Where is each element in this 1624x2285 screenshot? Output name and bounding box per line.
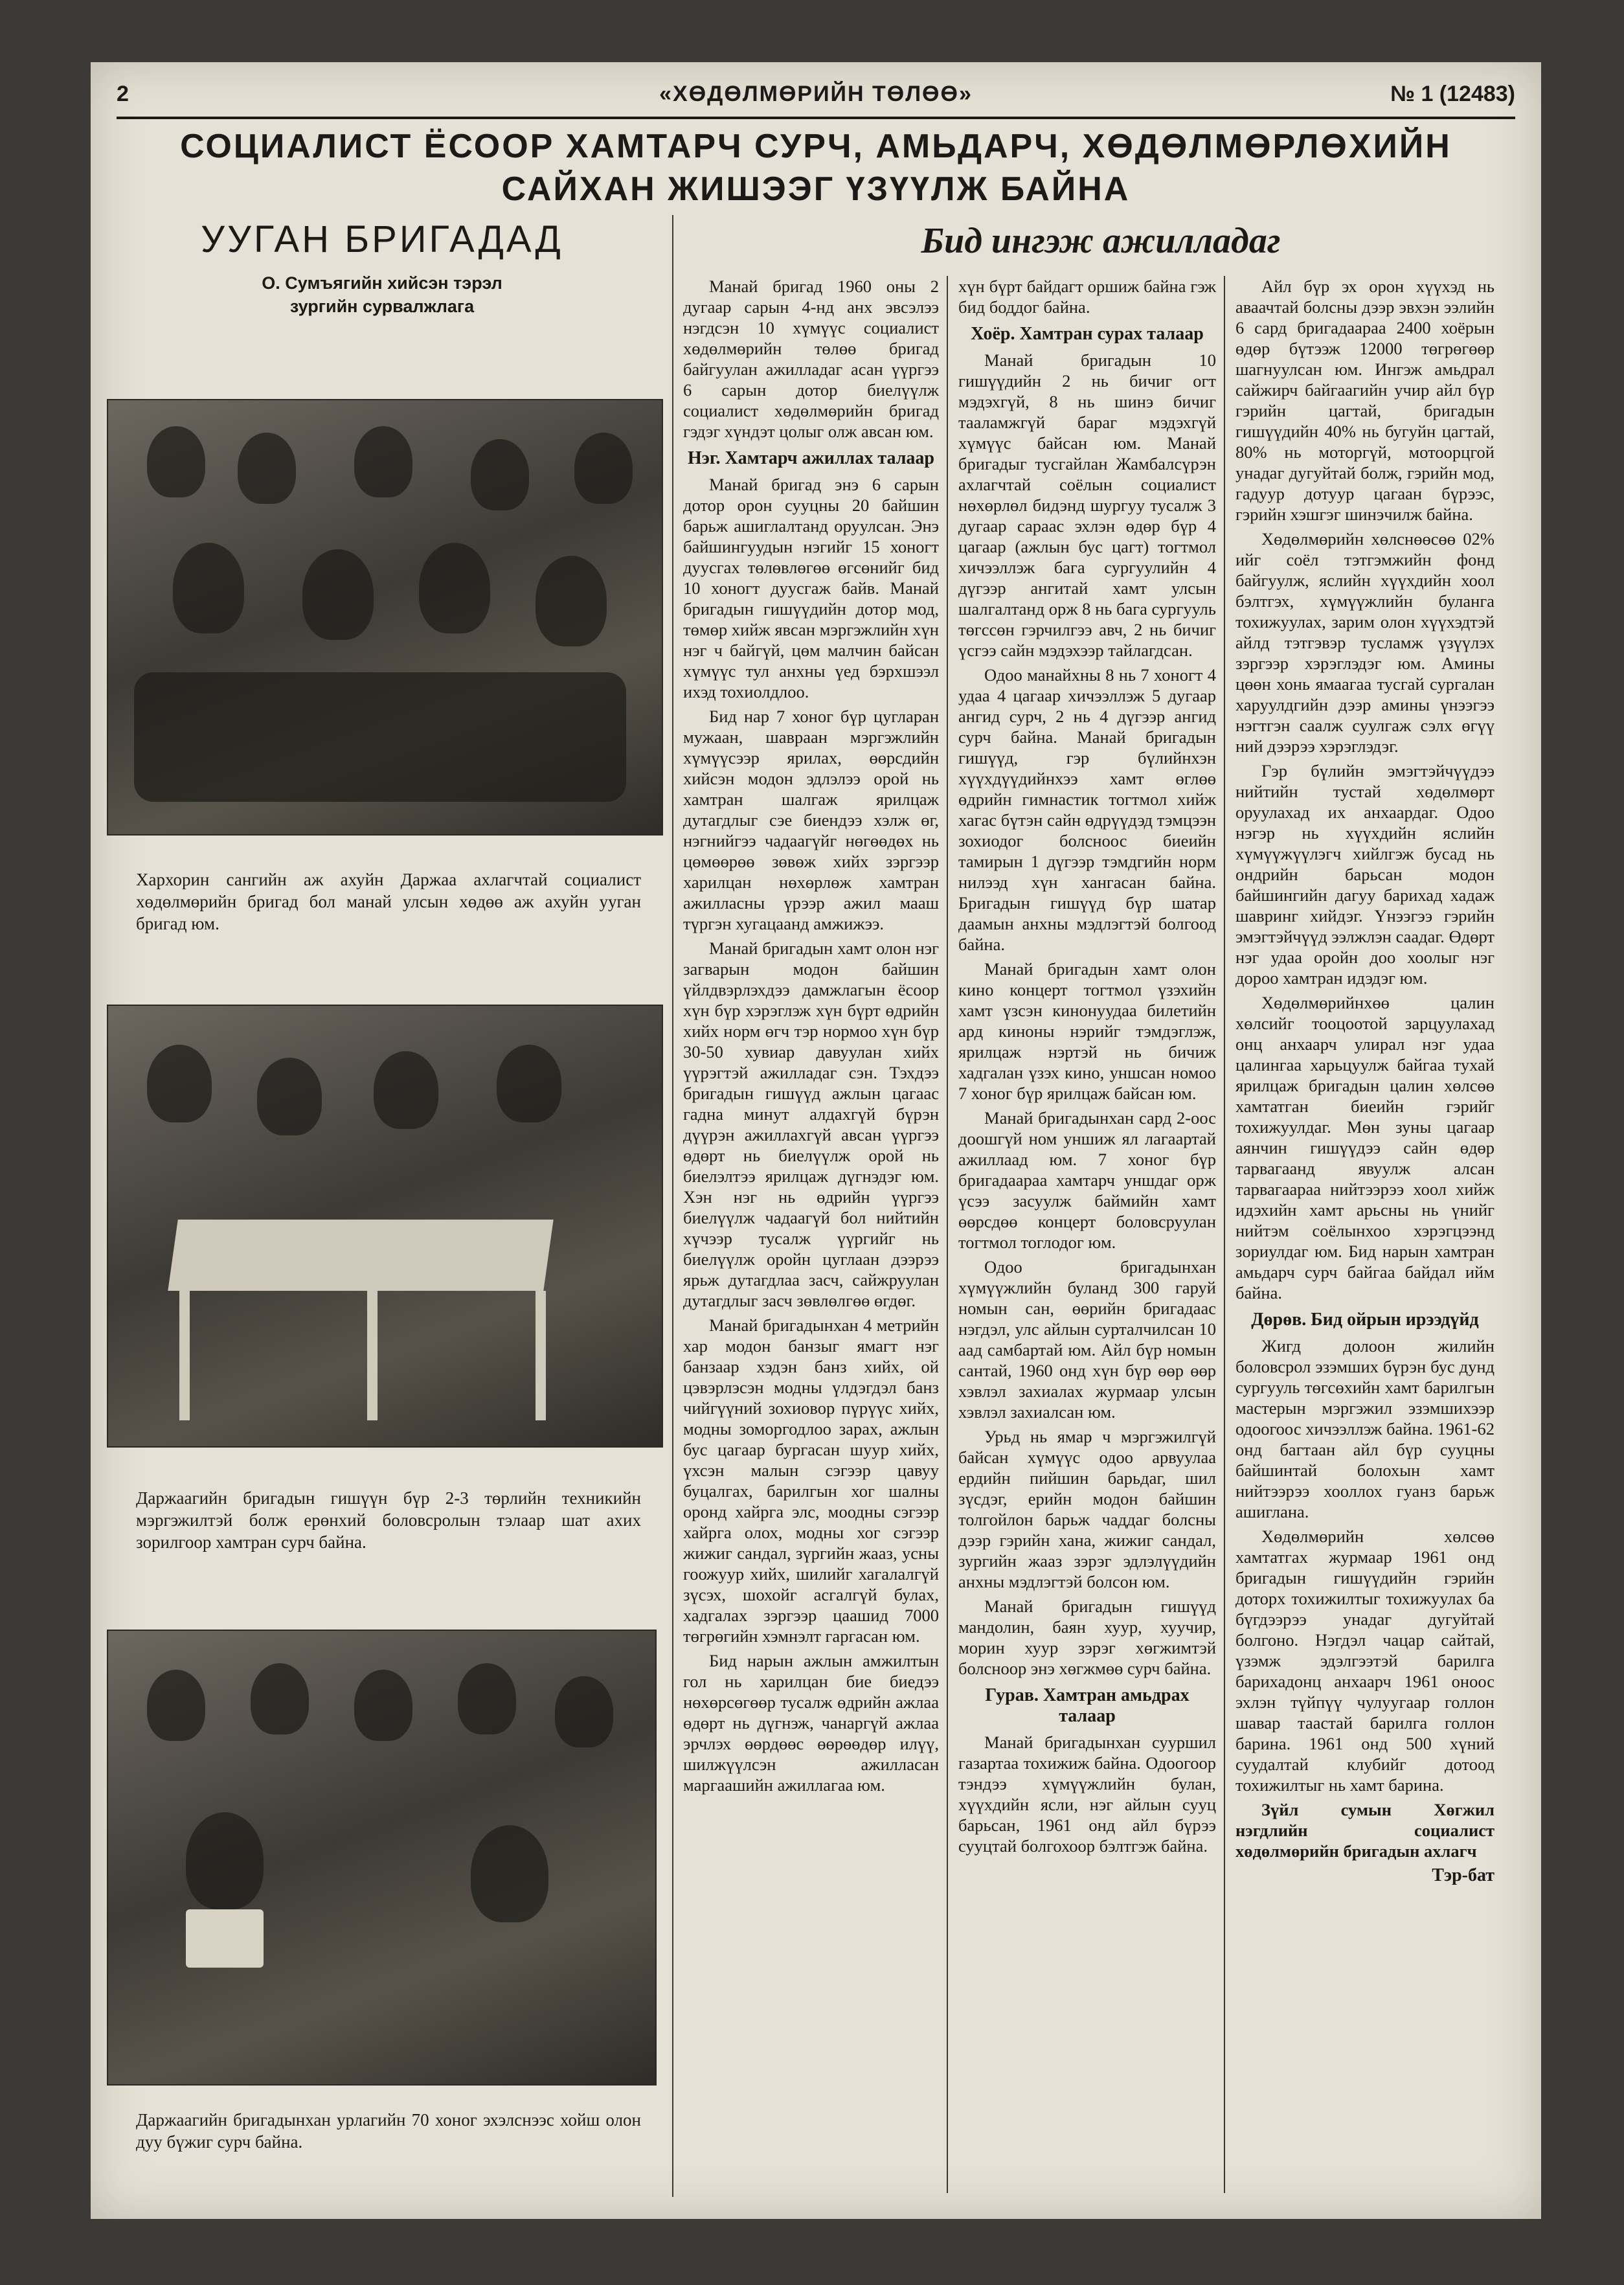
column-divider [672, 215, 673, 2197]
paragraph: Гэр бүлийн эмэгтэйчүүдээ нийтийн тустай хөдөлмөрт оруулахад их анхаардаг. Одоо нэгэр нь хүүхдийн яслийн хүмүүжүүлэгч хийлгэж бусад нь ондрийн барьсан модон байшингийн дагуу барихад хадаж шавринг хийдэг. Үнээгээ гэрийн эмэгтэйчүүд ээлжлэн саадаг. Өдөрт нэг удаа оройн доо хоолыг нэг дороо хамтран идэдэг юм. [1235, 761, 1494, 988]
paragraph: Жигд долоон жилийн боловсрол эзэмших бүрэн бус дунд сургууль төгсөхийн хамт барилгын мастерын мэргэжил эзэмшихээр одоогоос хичээллэж байна. 1961-62 онд багтаан айл бүр сууцны байшинтай болохын хамт нийтээрээ хооллох гуанз барьж ашиглана. [1235, 1336, 1494, 1521]
author-line-2: зургийн сурвалжлага [289, 297, 475, 316]
newspaper-page [91, 62, 1541, 2219]
paragraph: Манай бригадынхан сууршил газартаа тохижиж байна. Одоогоор тэндээ хүмүүжлийн булан, хүүхдийн ясли, нэг айлын сууц барьсан, 1961 онд айл бүрээ сууцтай болгохоор бэлтгэж байна. [958, 1733, 1216, 1856]
paragraph: Хөдөлмөрийн хөлсөө хамтатгах журмаар 1961 онд бригадын гишүүдийн гэрийн доторх тохижилтыг тохижуулах ба бүгдээрээ унадаг дугуйтай болгоно. Нэгдэл чацар сайтай, үзэмж эдэлгээтэй барилга барихадонц анхаарч 1961 оноос эхлэн түйпүү чулуугаар голлон шавар таастай барилга голлон барина. 1961 онд 500 хүний суудалтай клубийг дотоод тохижилтыг нь хамт барина. [1235, 1527, 1494, 1795]
author-line-1: О. Сумъягийн хийсэн тэрэл [262, 273, 502, 293]
paragraph: Манай бригадын хамт олон кино концерт тогтмол үзэхийн хамт үзсэн кинонуудаа билетийн ард киноны нэрийг тэмдэглэж, ярилцаж нэртэй нь бичиж хадгалан үзэх кино, уншсан номоо 7 хоног бүр ярилцаж байсан юм. [958, 959, 1216, 1103]
photo-caption-3: Даржаагийн бригадынхан урлагийн 70 хоног эхэлснээс хойш олон дуу бүжиг сурч байна. [136, 2110, 641, 2152]
paragraph: Хөдөлмөрийнхөө цалин хөлсийг тооцоотой зарцуулахад онц анхаарч улирал нэг удаа цалингаа харьцуулж байгаа тухай ярилцаж бригадын цалин хөлсөө хамтатган биеийн гэрийг тохижуулдаг. Мөн зуны цагаар аянчин гишүүдээ сайн өдөр тарвагаанд явуулж алсан тарвагаараа нийтээрээ хоол хийж идэхийн хамт арьсны нь үнийг нийтэм соёлынхоо хэрэгцээнд зориулдаг юм. Бид нарын хамтран амьдарч сурч байгаа байдал ийм байна. [1235, 993, 1494, 1302]
paragraph: Манай бригадын 10 гишүүдийн 2 нь бичиг огт мэдэхгүй, 8 нь шинэ бичиг тааламжгүй бараг мэдэхгүй хүмүүс байсан юм. Манай бригадыг тусгайлан Жамбалсүрэн ахлагчтай соёлын социалист нөхөрлөл бидэнд шургуу тусалж 3 дугаар сараас эхлэн өдөр бүр 4 цагаар (ажлын бус цагт) тогтмол хичээллэж бага сургуулийн 4 дүгээр ангитай хамт улсын шалгалтанд орж 8 нь бага сургууль төгссөн гэрчилгээ авч, 2 нь бичиг үсгээ сайн мэдэхээр тайлагдсан. [958, 350, 1216, 660]
paragraph: Манай бригадынхан 4 метрийн хар модон банзыг ямагт нэг банзаар хэдэн банз хийх, ой цэвэрлэсэн модны үлдэгдэл банз чийгүүний зохиовор пүрүүс хийх, модны зоморгодлоо зарах, ажлын бус цагаар бургасан шуур хийх, үхсэн малын сэгээр цавуу буцалгах, барилгын хог шалны оронд хайрга элс, моодны сэгээр хайрга олох, модны хог сэгээр жижиг сандал, зүргийн жааз, усны гоожуур хийх, шилийг хагалалгүй зүсэх, шохойг асгалгүй булах, хадгалах зэргээр цаашид 7000 төгрөгийн хэмнэлт гаргасан юм. [683, 1315, 939, 1646]
page-header [117, 78, 1515, 117]
closing-paragraph: Зүйл сумын Хөгжил нэгдлийн социалист хөдөлмөрийн бригадын ахлагч [1235, 1800, 1494, 1861]
paragraph: хүн бүрт байдагт оршиж байна гэж бид боддог байна. [958, 277, 1216, 317]
header-rule [117, 117, 1515, 119]
right-article-title: Бид ингэж ажилладаг [921, 221, 1281, 261]
article-column-1 [683, 276, 939, 1799]
paragraph: Манай бригад энэ 6 сарын дотор орон сууцны 20 байшин барьж ашиглалтанд оруулсан. Энэ байшингуудын нэгийг 15 хоногт дуусгах төлөвлөгөө өгсөнийг бид 10 хоногт дуусгаж байв. Манай бригадын гишүүдийн дотор мод, төмөр хийж явсан мэргэжлийн хүн нэг ч байгүй, цөм малчин байсан хүмүүс тул анхны үед бэрхшээл ихэд тохиолдлоо. [683, 475, 939, 701]
paragraph: Манай бригад 1960 оны 2 дугаар сарын 4-нд анх эвсэлээ нэгдсэн 10 хүмүүс социалист хөдөлмөрийн төлөө бригад байгуулан ажилладаг асан үүргээ 6 сарын дотор биелүүлж социалист хөдөлмөрийн бригад гэдэг хүндэт цолыг олж авсан юм. [683, 277, 939, 441]
paragraph: Бид нарын ажлын амжилтын гол нь харилцан бие биедээ нөхөрсөгөөр тусалж өдрийн ажлаа өдөрт нь дүгнэж, чанаргүй ажлаа эрчлэх өөрдөөс өөрөөдөр илүү, шилжүүлсэн ажилласан маргаашийн ажиллагаа юм. [683, 1651, 939, 1795]
subheading: Нэг. Хамтарч ажиллах талаар [688, 448, 934, 468]
article-column-3 [1235, 276, 1494, 1886]
column-rule-2 [1224, 276, 1225, 2193]
left-article-title: УУГАН БРИГАДАД [201, 218, 563, 260]
subheading: Хоёр. Хамтран сурах талаар [971, 324, 1204, 344]
paragraph: Манай бригадын хамт олон нэг загварын модон байшин үйлдвэрлэхдээ дамжлагын ёсоор хүн бүр хэрэглэж хүн бүрт өдрийн хийх норм өгч тэр нормоо хүн бүр 30-50 хувиар давуулан хийх үүрэгтэй ажилладаг сэн. Тэхдээ бригадын гишүүд ажлын цагаас гадна минут алдахгүй бүрэн дүүрэн ажиллахгүй авсан үүргээ өдөрт нь биелүүлж орой нь биелэлтээ ярилцаж дүгнэдэг юм. Хэн нэг нь өдрийн үүргээ биелүүлж чадаагүй бол нийтийн хүчээр тусалж үүргийг нь биелүүлж оройн цуглаан дээрээ ярьж дутагдлаа засч, сайжруулан дутагдлыг засч зөвлөлгөө өгдөг. [683, 938, 939, 1310]
paragraph: Одоо бригадынхан хүмүүжлийн буланд 300 гаруй номын сан, өөрийн бригадаас нэгдэл, улс айлын сурталчилсан 10 аад самбартай юм. Айл бүр номын сантай, 1960 онд хүн бүр өөр өөр хэвлэл захиалах журмаар улсын хэвлэл захиалсан юм. [958, 1257, 1216, 1422]
paragraph: Одоо манайхны 8 нь 7 хоногт 4 удаа 4 цагаар хичээллэж 5 дугаар ангид сурч, 2 нь 4 дүгээр ангид сурч байна. Манай бригадын гишүүд, гэр бүлийнхэн хүүхдүүдийнхээ хамт өглөө өдрийн гимнастик тогтмол хийж хагас бүтэн сайн өдрүүдэд тэмцээн зохиодог болсноос биеийн тамирын 1 дүгээр тэмдгийн норм нилээд хүн хангасан байна. Бригадын гишүүд бүр шатар даамын анхны мэдлэгтэй болгоод байна. [958, 665, 1216, 954]
author-signature: Тэр-бат [1432, 1865, 1494, 1885]
subheading: Гурав. Хамтран амьдрах талаар [985, 1685, 1190, 1726]
paragraph: Манай бригадынхан сард 2-оос доошгүй ном уншиж ял лагаартай ажиллаад юм. 7 хоног бүр бригадаараа хамтарч уншдаг орж үсээ засуулж баймийн хамт өөрсдөө концерт боловсруулан тогтмол тоглодог юм. [958, 1108, 1216, 1252]
photo-caption-1: Хархорин сангийн аж ахуйн Даржаа ахлагчтай социалист хөдөлмөрийн бригад бол манай улсын хөдөө аж ахуйн ууган бригад юм. [136, 870, 641, 933]
photo-brigade-at-table [107, 1005, 663, 1448]
subheading: Дөрөв. Бид ойрын ирээдүйд [1251, 1310, 1479, 1330]
page-number: 2 [117, 82, 129, 106]
main-headline-line1: СОЦИАЛИСТ ЁСООР ХАМТАРЧ СУРЧ, АМЬДАРЧ, ХӨДӨЛМӨРЛӨХИЙН [180, 128, 1452, 165]
paragraph: Айл бүр эх орон хүүхэд нь аваачтай болсны дээр эвхэн ээлийн 6 сард бригадаараа 2400 хоёрын өдөр бүтээж 12000 төгрөгөөр шагнуулсан юм. Ингэж амьдрал сайжирч байгаагийн учир айл бүр гэрийн цагтай, бригадын гишүүдийн 40% нь бугуйн цагтай, 80% нь моторгүй, мотоорцгой унадаг дугуйтай болж, гэрийн мод, гадуур дотуур цагаан бүрээс, гэрийн хэшгэг шинэчилж байна. [1235, 277, 1494, 524]
photo-brigade-music [107, 1630, 657, 2086]
main-headline-line2: САЙХАН ЖИШЭЭГ ҮЗҮҮЛЖ БАЙНА [501, 170, 1131, 208]
paragraph: Манай бригадын гишүүд мандолин, баян хуур, хуучир, морин хуур зэрэг хөгжимтэй болсноор энэ хөгжмөө сурч байна. [958, 1597, 1216, 1678]
article-column-2 [958, 276, 1216, 1860]
issue-number: № 1 (12483) [1390, 82, 1515, 106]
paragraph: Хөдөлмөрийн хөлснөөсөө 02% ийг соёл тэтгэмжийн фонд байгуулж, яслийн хүүхдийн хоол бэлтгэх, хүмүүжлийн буланга тохижуулах, зарим олон хүүхэдтэй айлд тэтгэвэр тусламж үзүүлэх зэргээр хэрэглэдэг юм. Амины цөөн хонь ямаагаа тусгай сургалан харуулдгийн дээр амины үнээгээ нэгтгэн саалж суулгаж сэлх өгүү ний дээрээ хэрэглэдэг. [1235, 529, 1494, 756]
paragraph: Урьд нь ямар ч мэргэжилгүй байсан хүмүүс одоо арвуулаа ердийн пийшин барьдаг, шил зүсдэг, ерийн модон байшин толгойлон барьж чаддаг болсны дээр гэрийн хана, жижиг сандал, зургийн жааз зэрэг эдлэлүүдийн анхны мэдлэгтэй болсон юм. [958, 1427, 1216, 1591]
photo-caption-2: Даржаагийн бригадын гишүүн бүр 2-3 төрлийн техникийн мэргэжилтэй болж ерөнхий боловсролын тэлаар шат ахих зорилгоор хамтран сурч байна. [136, 1488, 641, 1552]
column-rule-1 [947, 276, 948, 2193]
paragraph: Бид нар 7 хоног бүр цугларан мужаан, шавраан мэргэжлийн хүмүүсээр ярилах, өөрсдийн хийсэн модон эдлэлээ орой нь хамтран шалгаж ярилцаж дутагдлыг сэе биендээ хэлж өг, нэгнийгээ чадаагүйг нөгөөдөх нь цөмөөрөө зөвөж хийх зэргээр харилцан нөхөрлөж хамтран ажилласны үрээр ажил мааш түргэн хугацаанд амжижээ. [683, 707, 939, 933]
newspaper-name: «ХӨДӨЛМӨРИЙН ТӨЛӨӨ» [659, 82, 973, 106]
photo-brigade-group [107, 399, 663, 836]
